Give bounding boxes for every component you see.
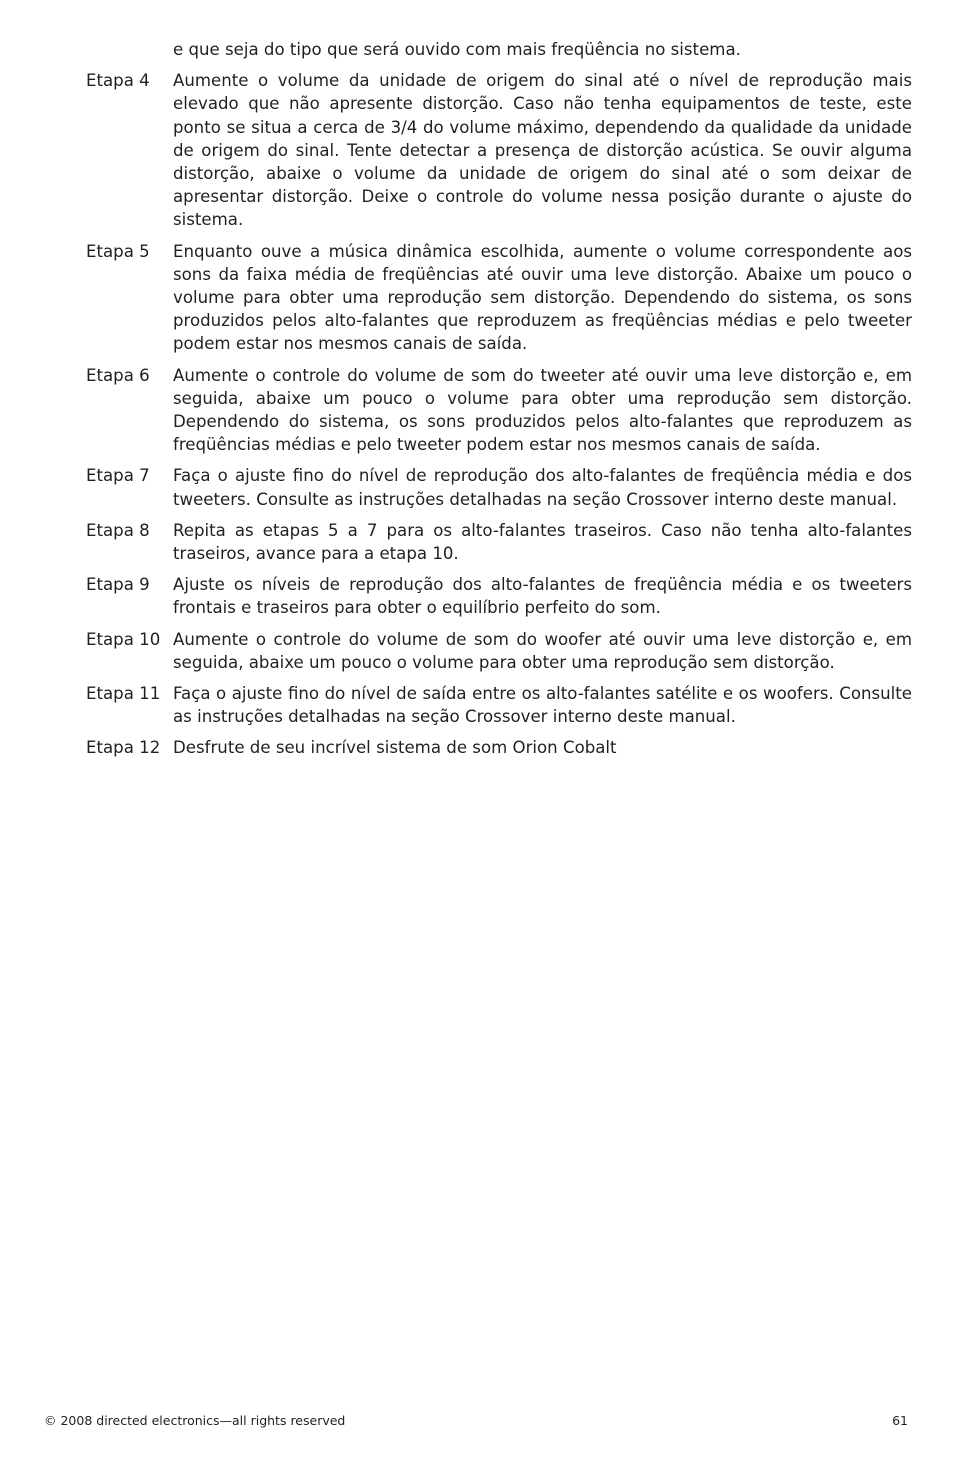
step-text: Aumente o controle do volume de som do tweeter até ouvir uma leve distorção e, em seguida, abaixe um pouco o volume para obter uma reprodução sem distorção. Dependendo do sistema, os sons produzidos pelos alto-falantes que reproduzem as freqüências médias e pelo tweeter podem estar nos mesmos canais de saída. — [173, 365, 912, 455]
step-label: Etapa 11 — [86, 684, 161, 704]
step-text: Repita as etapas 5 a 7 para os alto-falantes traseiros. Caso não tenha alto-falantes traseiros, avance para a etapa 10. — [173, 520, 912, 564]
step-item — [86, 573, 912, 619]
step-label: Etapa 9 — [86, 575, 150, 595]
step-item — [86, 69, 912, 231]
step-text: Faça o ajuste fino do nível de reprodução dos alto-falantes de freqüência média e dos tweeters. Consulte as instruções detalhadas na seção Crossover interno deste manual. — [173, 466, 912, 509]
document-body — [86, 38, 912, 768]
step-item — [86, 628, 912, 674]
step-text: Faça o ajuste fino do nível de saída entre os alto-falantes satélite e os woofers. Consulte as instruções detalhadas na seção Crossover interno deste manual. — [173, 684, 912, 727]
step-label: Etapa 4 — [86, 71, 150, 91]
step-item — [86, 736, 912, 759]
step-label: Etapa 7 — [86, 466, 150, 486]
step-text: Enquanto ouve a música dinâmica escolhida, aumente o volume correspondente aos sons da faixa média de freqüências até ouvir uma leve distorção. Abaixe um pouco o volume para obter uma reprodução sem distorção. Dependendo do sistema, os sons produzidos pelos alto-falantes que reproduzem as freqüências médias e pelo tweeter podem estar nos mesmos canais de saída. — [173, 241, 912, 354]
page-number: 61 — [892, 1413, 908, 1428]
step-text: Desfrute de seu incrível sistema de som Orion Cobalt — [173, 738, 617, 758]
continuation-paragraph: e que seja do tipo que será ouvido com mais freqüência no sistema. — [173, 40, 741, 59]
step-label: Etapa 5 — [86, 241, 150, 261]
step-item — [86, 240, 912, 356]
step-label: Etapa 12 — [86, 738, 161, 758]
page-footer — [44, 1413, 908, 1428]
step-label: Etapa 6 — [86, 365, 150, 385]
copyright-notice: © 2008 directed electronics—all rights reserved — [44, 1413, 346, 1428]
step-text: Aumente o controle do volume de som do woofer até ouvir uma leve distorção e, em seguida, abaixe um pouco o volume para obter uma reprodução sem distorção. — [173, 629, 912, 672]
step-item — [86, 519, 912, 565]
step-text: Aumente o volume da unidade de origem do sinal até o nível de reprodução mais elevado que não apresente distorção. Caso não tenha equipamentos de teste, este ponto se situa a cerca de 3/4 do volume máximo, dependendo da qualidade da unidade de origem do sinal. Tente detectar a presença de distorção acústica. Se ouvir alguma distorção, abaixe o volume da unidade de origem do sinal até o som deixar de apresentar distorção. Deixe o controle do volume nessa posição durante o ajuste do sistema. — [173, 71, 912, 230]
step-label: Etapa 10 — [86, 629, 161, 649]
step-item — [86, 464, 912, 510]
step-text: Ajuste os níveis de reprodução dos alto-falantes de freqüência média e os tweeters frontais e traseiros para obter o equilíbrio perfeito do som. — [173, 575, 912, 618]
step-label: Etapa 8 — [86, 520, 150, 540]
step-item — [86, 682, 912, 728]
step-item — [86, 364, 912, 457]
